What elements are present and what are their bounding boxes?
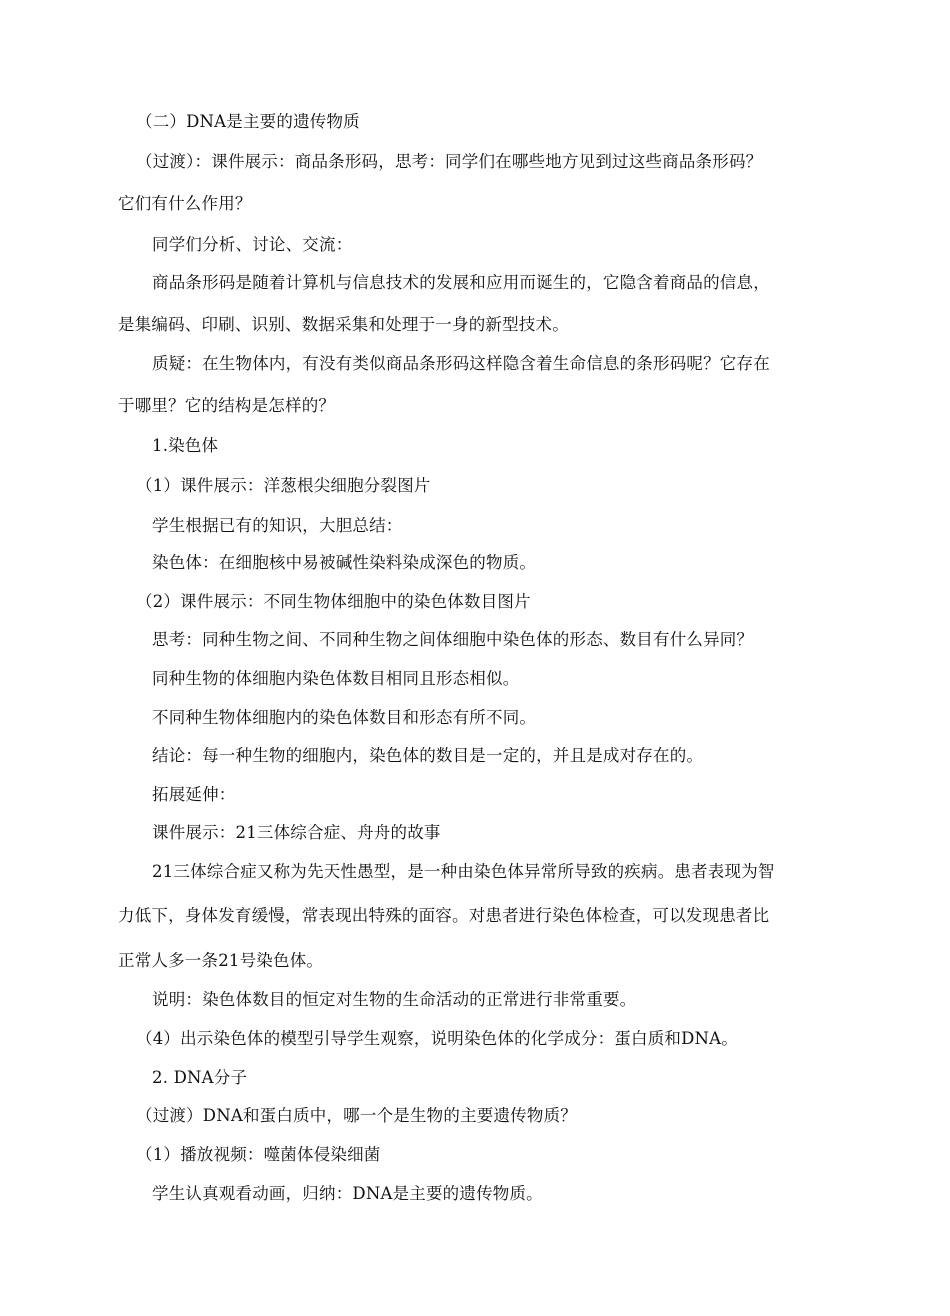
paragraph-line: 结论：每一种生物的细胞内，染色体的数目是一定的，并且是成对存在的。 (152, 746, 704, 765)
paragraph-line: 不同种生物体细胞内的染色体数目和形态有所不同。 (152, 708, 537, 727)
paragraph-line: 同学们分析、讨论、交流： (152, 235, 353, 254)
paragraph-line: （1）课件展示：洋葱根尖细胞分裂图片 (136, 476, 431, 495)
paragraph-line: 学生根据已有的知识，大胆总结： (152, 516, 403, 535)
paragraph-line: 商品条形码是随着计算机与信息技术的发展和应用而诞生的，它隐含着商品的信息， (152, 273, 770, 292)
paragraph-line: 它们有什么作用？ (118, 194, 252, 213)
paragraph-line: （过渡）DNA和蛋白质中，哪一个是生物的主要遗传物质？ (136, 1106, 577, 1125)
paragraph-line: 力低下，身体发育缓慢，常表现出特殊的面容。对患者进行染色体检查，可以发现患者比 (118, 906, 770, 925)
paragraph-line: （4）出示染色体的模型引导学生观察，说明染色体的化学成分：蛋白质和DNA。 (136, 1029, 738, 1048)
paragraph-line: 正常人多一条21号染色体。 (118, 951, 324, 970)
subsection-heading: 2. DNA分子 (152, 1068, 248, 1087)
section-heading: （二）DNA是主要的遗传物质 (136, 112, 360, 131)
paragraph-line: （2）课件展示：不同生物体细胞中的染色体数目图片 (136, 592, 531, 611)
paragraph-line: 于哪里？它的结构是怎样的？ (118, 396, 336, 415)
paragraph-line: （过渡）：课件展示：商品条形码，思考：同学们在哪些地方见到过这些商品条形码？ (136, 152, 763, 171)
paragraph-line: 质疑：在生物体内，有没有类似商品条形码这样隐含着生命信息的条形码呢？它存在 (152, 354, 770, 373)
paragraph-line: 课件展示：21三体综合症、舟舟的故事 (152, 823, 441, 842)
paragraph-line: 思考：同种生物之间、不同种生物之间体细胞中染色体的形态、数目有什么异同？ (152, 630, 754, 649)
paragraph-line: 拓展延伸： (152, 785, 236, 804)
paragraph-line: 染色体：在细胞核中易被碱性染料染成深色的物质。 (152, 553, 537, 572)
paragraph-line: （1）播放视频：噬菌体侵染细菌 (136, 1145, 381, 1164)
paragraph-line: 学生认真观看动画，归纳：DNA是主要的遗传物质。 (152, 1184, 543, 1203)
paragraph-line: 说明：染色体数目的恒定对生物的生命活动的正常进行非常重要。 (152, 990, 637, 1009)
paragraph-line: 21三体综合症又称为先天性愚型，是一种由染色体异常所导致的疾病。患者表现为智 (152, 862, 775, 881)
paragraph-line: 是集编码、印刷、识别、数据采集和处理于一身的新型技术。 (118, 315, 569, 334)
paragraph-line: 同种生物的体细胞内染色体数目相同且形态相似。 (152, 669, 520, 688)
subsection-heading: 1.染色体 (152, 436, 219, 455)
